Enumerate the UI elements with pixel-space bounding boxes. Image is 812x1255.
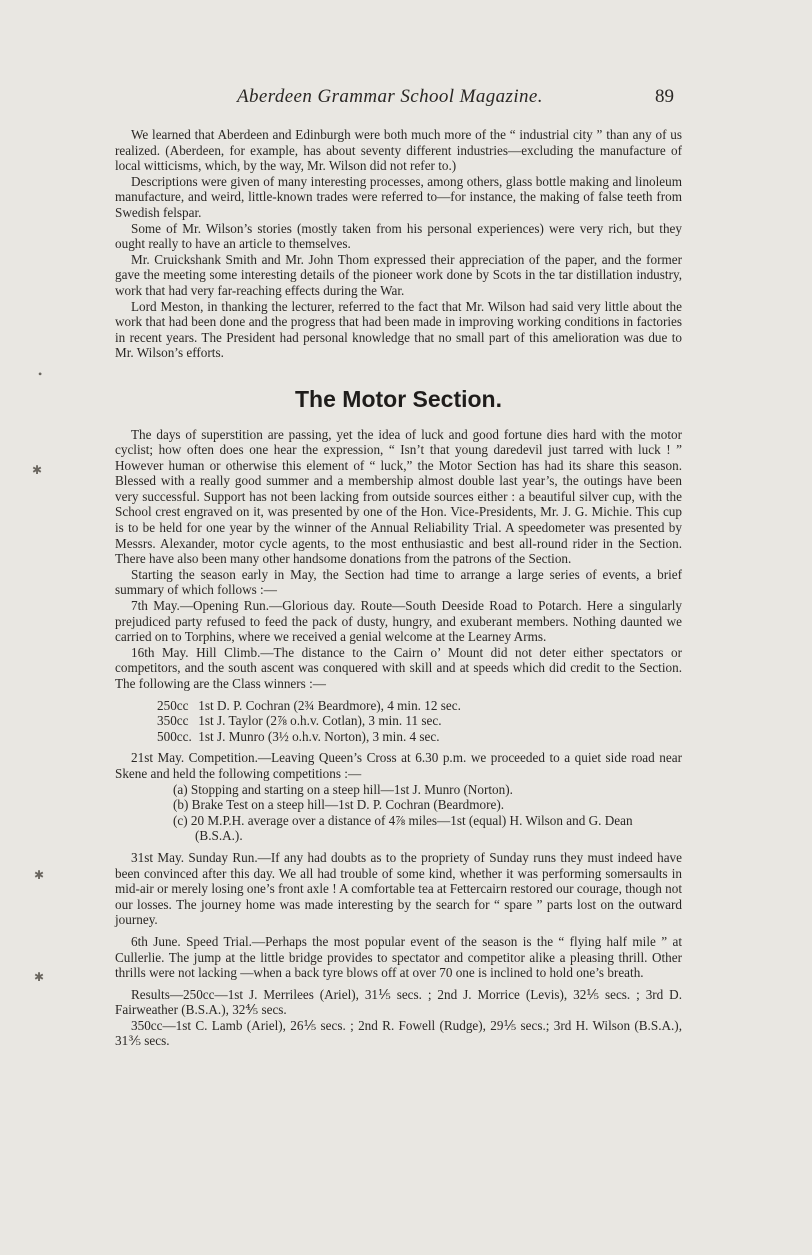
section-paragraph: Starting the season early in May, the Section had time to arrange a large series of events, a brief summary of which follows :— — [115, 566, 682, 598]
class-result: 1st D. P. Cochran (2¾ Beardmore), 4 min. 12 sec. — [198, 697, 461, 713]
class-winners-list — [157, 698, 682, 745]
competition-item: (b) Brake Test on a steep hill—1st D. P. Cochran (Beardmore). — [173, 797, 505, 813]
page-header — [0, 86, 812, 110]
section-paragraph: 7th May.—Opening Run.—Glorious day. Route—South Deeside Road to Potarch. Here a singularly prejudiced party refused to feed the pack of dusty, hungry, and exuberant members. Nothing daunted we carried on to Torphins, where we received a genial welcome at the Learney Arms. — [115, 598, 682, 645]
class-label: 500cc. — [157, 728, 192, 744]
class-label: 350cc — [157, 713, 189, 729]
intro-paragraph: Mr. Cruickshank Smith and Mr. John Thom expressed their appreciation of the paper, and the former gave the meeting some interesting details of the pioneer work done by Scots in the tar distillation industry, work that had very far-reaching effects during the War. — [115, 251, 682, 298]
intro-paragraph: Some of Mr. Wilson’s stories (mostly taken from his personal experiences) were very rich, but they ought really to have an article to themselves. — [115, 220, 682, 252]
class-winner-row — [157, 713, 682, 729]
results-paragraph: Results—250cc—1st J. Merrilees (Ariel), 31⅕ secs. ; 2nd J. Morrice (Levis), 32⅕ secs. ; 3rd D. Fairweather (B.S.A.), 32⅘ secs. — [115, 986, 682, 1018]
margin-mark: ✱ — [34, 970, 45, 984]
intro-paragraph: Lord Meston, in thanking the lecturer, referred to the fact that Mr. Wilson had said very little about the work that had been done and the progress that had been made in improving working conditions in factories in recent years. The President had personal knowledge that no small part of this amelioration was due to Mr. Wilson’s efforts. — [115, 298, 682, 361]
article-body — [115, 127, 682, 1049]
intro-paragraph: We learned that Aberdeen and Edinburgh were both much more of the “ industrial city ” than any of us realized. (Aberdeen, for example, has about seventy different industries—excluding the manufacture of local witticisms, which, by the way, Mr. Wilson did not refer to.) — [115, 127, 682, 174]
section-paragraph: 16th May. Hill Climb.—The distance to the Cairn o’ Mount did not deter either spectators or competitors, and the south ascent was conquered with skill and at speeds which did credit to the Section. The following are the Class winners :— — [115, 644, 682, 691]
class-winner-row — [157, 698, 682, 714]
class-result: 1st J. Taylor (2⅞ o.h.v. Cotlan), 3 min. 11 sec. — [198, 713, 442, 729]
class-winner-row — [157, 729, 682, 745]
competitions-list — [173, 782, 682, 844]
running-title: Aberdeen Grammar School Magazine. — [237, 86, 543, 107]
class-label: 250cc — [157, 697, 189, 713]
competition-item: (a) Stopping and starting on a steep hill—1st J. Munro (Norton). — [173, 781, 513, 797]
margin-mark: • — [38, 367, 43, 381]
competition-intro: 21st May. Competition.—Leaving Queen’s Cross at 6.30 p.m. we proceeded to a quiet side road near Skene and held the following competitions :— — [115, 750, 682, 781]
results-paragraph: 350cc—1st C. Lamb (Ariel), 26⅕ secs. ; 2nd R. Fowell (Rudge), 29⅕ secs.; 3rd H. Wilson (B.S.A.), 31⅗ secs. — [115, 1017, 682, 1049]
section-paragraph: The days of superstition are passing, yet the idea of luck and good fortune dies hard with the motor cyclist; how often does one hear the expression, “ Isn’t that young daredevil just tarred with luck ! ” However human or otherwise this element of “ luck,” the Motor Section has had its share this season. Blessed with a really good summer and a membership almost double last year’s, the outings have been very successful. Support has not been lacking from outside sources either : a beautiful silver cup, with the School crest engraved on it, was presented by one of the Hon. Vice-Presidents, Mr. J. G. Michie. This cup is to be held for one year by the winner of the Annual Reliability Trial. A speedometer was presented by Messrs. Alexander, motor cycle agents, to the most enthusiastic and best all-round rider in the Section. There have also been many other handsome donations from the patrons of the Section. — [115, 426, 682, 567]
closing-paragraph: 31st May. Sunday Run.—If any had doubts as to the propriety of Sunday runs they must indeed have been convinced after this day. We all had trouble of some kind, whether it was performing somersaults in mid-air or merely losing one’s front axle ! A comfortable tea at Fettercairn restored our courage, though not our losses. The journey home was made interesting by the search for “ spare ” parts lost on the outward journey. — [115, 849, 682, 928]
closing-paragraph: 6th June. Speed Trial.—Perhaps the most popular event of the season is the “ flying half mile ” at Cullerlie. The jump at the little bridge provides to spectator and competitor alike a pleasing thrill. Other thrills were not lacking —when a back tyre blows off at over 70 one is inclined to hold one’s breath. — [115, 933, 682, 981]
page-number: 89 — [655, 86, 674, 107]
competition-item: (c) 20 M.P.H. average over a distance of 4⅞ miles—1st (equal) H. Wilson and G. Dean (B.S.A.). — [173, 812, 633, 844]
margin-mark: ✱ — [32, 463, 43, 477]
class-result: 1st J. Munro (3½ o.h.v. Norton), 3 min. 4 sec. — [198, 728, 440, 744]
intro-paragraph: Descriptions were given of many interesting processes, among others, glass bottle making and linoleum manufacture, and weird, little-known trades were referred to—for instance, the making of false teeth from Swedish felspar. — [115, 173, 682, 220]
section-title: The Motor Section. — [295, 385, 502, 412]
margin-mark: ✱ — [34, 868, 45, 882]
